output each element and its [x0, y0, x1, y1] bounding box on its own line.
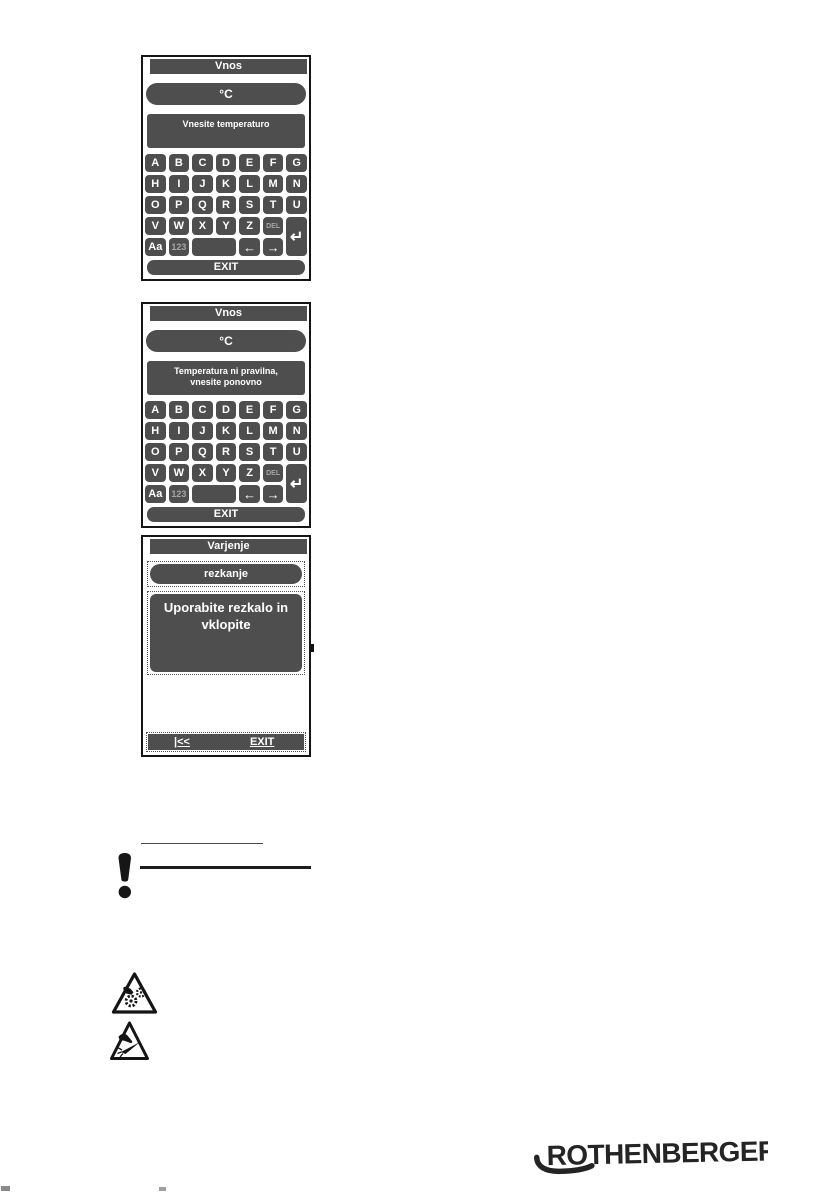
caution-exclamation-icon — [116, 852, 134, 899]
device-screen-temperature-input — [141, 55, 311, 281]
key-s[interactable]: S — [239, 196, 260, 214]
key-enter[interactable]: ↵ — [286, 464, 307, 503]
key-p[interactable]: P — [169, 443, 190, 461]
key-arrow-left[interactable]: ← — [239, 238, 260, 256]
key-numbers[interactable]: 123 — [169, 485, 190, 503]
key-o[interactable]: O — [145, 443, 166, 461]
key-r[interactable]: R — [216, 196, 237, 214]
bottom-bar-frame — [146, 732, 306, 752]
key-t[interactable]: T — [263, 196, 284, 214]
key-r[interactable]: R — [216, 443, 237, 461]
key-t[interactable]: T — [263, 443, 284, 461]
key-q[interactable]: Q — [192, 196, 213, 214]
key-m[interactable]: M — [263, 422, 284, 440]
key-e[interactable]: E — [239, 401, 260, 419]
key-h[interactable]: H — [145, 175, 166, 193]
key-j[interactable]: J — [192, 422, 213, 440]
key-g[interactable]: G — [286, 401, 307, 419]
step-button-focus-frame — [147, 561, 305, 587]
key-x[interactable]: X — [192, 217, 213, 235]
prompt-box — [147, 114, 305, 148]
exit-button[interactable]: EXIT — [249, 736, 275, 748]
key-x[interactable]: X — [192, 464, 213, 482]
key-enter[interactable]: ↵ — [286, 217, 307, 256]
key-j[interactable]: J — [192, 175, 213, 193]
error-box — [147, 361, 305, 395]
instruction-box — [150, 594, 302, 672]
key-i[interactable]: I — [169, 422, 190, 440]
key-k[interactable]: K — [216, 175, 237, 193]
key-k[interactable]: K — [216, 422, 237, 440]
key-s[interactable]: S — [239, 443, 260, 461]
step-button[interactable]: rezkanje — [150, 564, 302, 584]
key-arrow-left[interactable]: ← — [239, 485, 260, 503]
key-d[interactable]: D — [216, 154, 237, 172]
key-y[interactable]: Y — [216, 464, 237, 482]
key-y[interactable]: Y — [216, 217, 237, 235]
key-w[interactable]: W — [169, 464, 190, 482]
key-space[interactable] — [192, 485, 236, 503]
key-del[interactable]: DEL — [263, 217, 284, 235]
key-f[interactable]: F — [263, 154, 284, 172]
key-o[interactable]: O — [145, 196, 166, 214]
key-del[interactable]: DEL — [263, 464, 284, 482]
key-shift[interactable]: Aa — [145, 485, 166, 503]
key-d[interactable]: D — [216, 401, 237, 419]
screen-title-bar: Varjenje — [150, 539, 307, 554]
key-f[interactable]: F — [263, 401, 284, 419]
key-a[interactable]: A — [145, 154, 166, 172]
error-text-line2: vnesite ponovno — [190, 377, 262, 387]
instruction-focus-frame — [147, 591, 305, 675]
exit-button[interactable]: EXIT — [147, 260, 305, 275]
key-w[interactable]: W — [169, 217, 190, 235]
key-shift[interactable]: Aa — [145, 238, 166, 256]
scan-artifact — [1, 1186, 10, 1191]
key-arrow-right[interactable]: → — [263, 238, 284, 256]
key-l[interactable]: L — [239, 175, 260, 193]
key-m[interactable]: M — [263, 175, 284, 193]
key-u[interactable]: U — [286, 196, 307, 214]
key-z[interactable]: Z — [239, 217, 260, 235]
key-e[interactable]: E — [239, 154, 260, 172]
key-i[interactable]: I — [169, 175, 190, 193]
cut-hazard-warning-icon — [109, 1020, 150, 1067]
key-z[interactable]: Z — [239, 464, 260, 482]
on-screen-keyboard — [145, 401, 307, 503]
print-artifact-mark — [311, 644, 314, 652]
bottom-bar — [148, 734, 304, 750]
key-l[interactable]: L — [239, 422, 260, 440]
heading-underline — [141, 843, 263, 844]
device-screen-welding-step — [141, 535, 311, 757]
back-button[interactable]: |<< — [174, 736, 190, 748]
exit-button[interactable]: EXIT — [147, 507, 305, 522]
scan-artifact — [159, 1187, 166, 1191]
key-n[interactable]: N — [286, 422, 307, 440]
gear-entanglement-warning-icon — [111, 971, 158, 1021]
unit-button[interactable]: °C — [146, 330, 306, 352]
key-a[interactable]: A — [145, 401, 166, 419]
instruction-line2: vklopite — [201, 617, 251, 632]
device-screen-temperature-error — [141, 302, 311, 528]
key-numbers[interactable]: 123 — [169, 238, 190, 256]
key-space[interactable] — [192, 238, 236, 256]
instruction-line1: Uporabite rezkalo in — [163, 600, 289, 615]
key-p[interactable]: P — [169, 196, 190, 214]
key-q[interactable]: Q — [192, 443, 213, 461]
key-b[interactable]: B — [169, 401, 190, 419]
blank-area — [145, 675, 307, 732]
key-h[interactable]: H — [145, 422, 166, 440]
key-g[interactable]: G — [286, 154, 307, 172]
key-v[interactable]: V — [145, 464, 166, 482]
key-u[interactable]: U — [286, 443, 307, 461]
key-c[interactable]: C — [192, 154, 213, 172]
on-screen-keyboard — [145, 154, 307, 256]
key-c[interactable]: C — [192, 401, 213, 419]
key-v[interactable]: V — [145, 217, 166, 235]
caution-rule-line — [140, 866, 311, 869]
brand-wordmark: ROTHENBERGER — [546, 1140, 768, 1172]
error-text-line1: Temperatura ni pravilna, — [174, 366, 278, 376]
rothenberger-logo — [533, 1140, 768, 1183]
screen-title-bar: Vnos — [150, 306, 307, 321]
key-b[interactable]: B — [169, 154, 190, 172]
key-n[interactable]: N — [286, 175, 307, 193]
screen-title-bar: Vnos — [150, 59, 307, 74]
key-arrow-right[interactable]: → — [263, 485, 284, 503]
unit-button[interactable]: °C — [146, 83, 306, 105]
prompt-text: Vnesite temperaturo — [182, 119, 270, 129]
